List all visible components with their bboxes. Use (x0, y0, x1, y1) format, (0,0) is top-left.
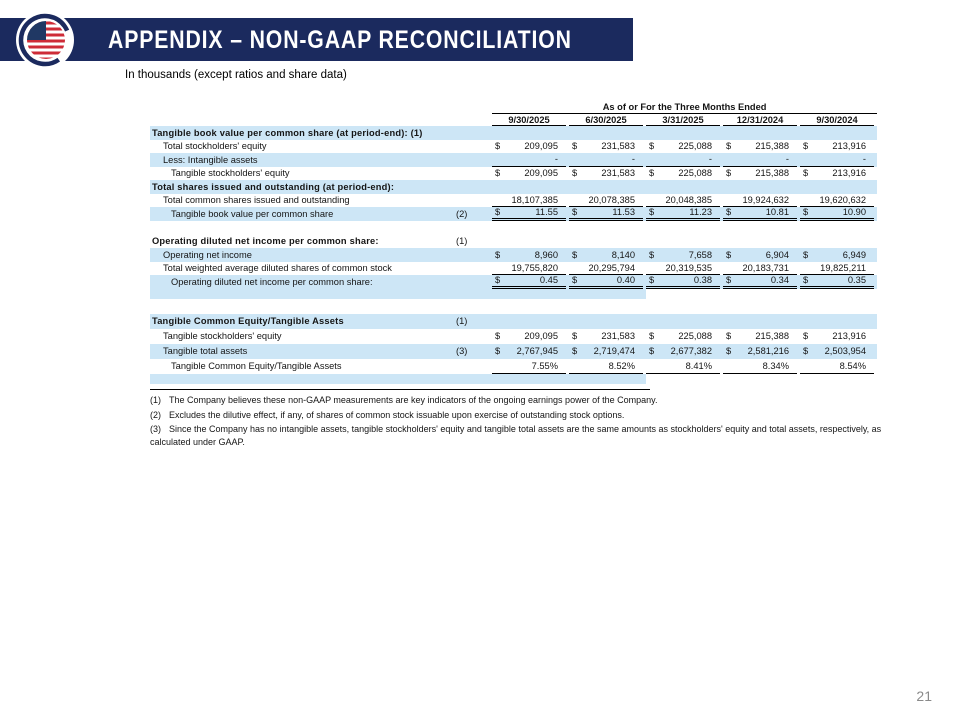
cell-value (660, 374, 720, 384)
cell-value: 231,583 (601, 168, 635, 179)
dollar-sign (646, 153, 660, 167)
cell-value: 0.35 (814, 275, 874, 289)
cell-value: 10.81 (737, 207, 797, 221)
dollar-sign (492, 262, 506, 276)
row-footnote-marker (450, 140, 492, 154)
cell-value: 225,088 (678, 141, 712, 152)
period-group-header: As of or For the Three Months Ended (602, 101, 767, 112)
dollar-sign: $ (723, 207, 737, 221)
column-gap (874, 153, 877, 167)
dollar-sign: $ (649, 168, 655, 179)
dollar-sign (569, 153, 583, 167)
dollar-sign: $ (800, 207, 814, 221)
cell-value: 20,048,385 (660, 194, 720, 208)
dollar-sign: $ (723, 248, 737, 262)
cell-value (660, 289, 720, 299)
dollar-sign (800, 221, 814, 235)
dollar-sign (569, 299, 583, 314)
dollar-sign (492, 126, 506, 140)
row-footnote-marker: (1) (450, 314, 492, 329)
cell-value: 20,183,731 (737, 262, 797, 276)
column-gap (874, 289, 877, 299)
cell-value (506, 314, 566, 329)
row-label: Tangible Common Equity/Tangible Assets (150, 314, 450, 329)
dollar-sign (723, 221, 737, 235)
cell-value: 19,620,632 (814, 194, 874, 208)
table-row (150, 248, 877, 262)
row-label: Total common shares issued and outstanding (163, 195, 350, 206)
cell-value: 0.45 (506, 275, 566, 289)
dollar-sign (723, 299, 737, 314)
table-row (150, 275, 877, 289)
dollar-sign (569, 235, 583, 249)
cell-value (737, 374, 797, 384)
dollar-sign: $ (723, 275, 737, 289)
dollar-sign (800, 235, 814, 249)
row-footnote-marker (450, 299, 492, 314)
cell-value: 20,295,794 (583, 262, 643, 276)
non-gaap-reconciliation-table (150, 100, 877, 384)
empty-cell (150, 100, 450, 113)
dollar-sign (800, 180, 814, 194)
dollar-sign (800, 314, 814, 329)
units-note: In thousands (except ratios and share data) (125, 69, 347, 81)
dollar-sign (723, 194, 737, 208)
dollar-sign: $ (492, 275, 506, 289)
column-gap (874, 262, 877, 276)
dollar-sign: $ (492, 248, 506, 262)
footnote-marker: (2) (150, 409, 161, 420)
column-gap (874, 275, 877, 289)
footnote-divider (150, 389, 650, 390)
row-footnote-marker (450, 194, 492, 208)
cell-value: 19,825,211 (814, 262, 874, 276)
cell-value: - (737, 153, 797, 167)
dollar-sign (492, 221, 506, 235)
dollar-sign (723, 180, 737, 194)
footnote-marker: (1) (150, 395, 161, 405)
cell-value: 215,388 (755, 331, 789, 341)
column-gap (874, 221, 877, 235)
dollar-sign: $ (726, 141, 732, 152)
row-footnote-marker (450, 221, 492, 235)
dollar-sign (569, 289, 583, 299)
column-gap (874, 248, 877, 262)
dollar-sign (569, 221, 583, 235)
cell-value: 2,581,216 (737, 344, 797, 359)
dollar-sign: $ (800, 248, 814, 262)
dollar-sign: $ (495, 331, 501, 341)
row-label: Tangible Common Equity/Tangible Assets (171, 361, 342, 371)
dollar-sign (646, 262, 660, 276)
dollar-sign (646, 235, 660, 249)
american-flag-globe-icon (15, 10, 75, 70)
cell-value (660, 299, 720, 314)
cell-value (660, 314, 720, 329)
dollar-sign (492, 194, 506, 208)
table-row (150, 126, 877, 140)
row-footnote-marker (450, 262, 492, 276)
row-label: Total weighted average diluted shares of common stock (163, 263, 392, 274)
cell-value (583, 299, 643, 314)
dollar-sign (800, 194, 814, 208)
column-gap (874, 329, 877, 344)
dollar-sign: $ (800, 275, 814, 289)
cell-value (737, 180, 797, 194)
footnotes (150, 394, 887, 450)
empty-cell (150, 113, 450, 126)
cell-value: 8.52% (583, 359, 643, 374)
table-row (150, 180, 877, 194)
row-footnote-marker (450, 275, 492, 289)
cell-value: 10.90 (814, 207, 874, 221)
dollar-sign: $ (649, 141, 655, 152)
row-label: Operating diluted net income per common share: (152, 236, 379, 247)
cell-value (506, 289, 566, 299)
cell-value (583, 314, 643, 329)
row-label: Total shares issued and outstanding (at period-end): (150, 180, 450, 194)
cell-value (660, 180, 720, 194)
cell-value: 11.53 (583, 207, 643, 221)
row-label (150, 221, 450, 235)
dollar-sign: $ (572, 141, 578, 152)
cell-value (506, 126, 566, 140)
cell-value (737, 289, 797, 299)
table-row (150, 153, 877, 167)
reconciliation-table-wrap (150, 100, 877, 384)
dollar-sign (800, 359, 814, 374)
cell-value: 20,319,535 (660, 262, 720, 276)
cell-value (506, 180, 566, 194)
dollar-sign: $ (492, 207, 506, 221)
row-footnote-marker (450, 329, 492, 344)
column-header-date: 9/30/2024 (800, 113, 874, 126)
row-footnote-marker: (2) (450, 207, 492, 221)
dollar-sign (723, 235, 737, 249)
column-header-date: 3/31/2025 (646, 113, 720, 126)
row-label (150, 289, 450, 299)
dollar-sign (492, 299, 506, 314)
table-row (150, 329, 877, 344)
cell-value (583, 235, 643, 249)
table-row (150, 299, 877, 314)
row-footnote-marker: (1) (456, 236, 468, 247)
row-label: Total stockholders' equity (163, 141, 267, 152)
cell-value: - (583, 153, 643, 167)
cell-value (506, 221, 566, 235)
table-row (150, 194, 877, 208)
cell-value (814, 235, 874, 249)
cell-value: 6,904 (737, 248, 797, 262)
dollar-sign (800, 262, 814, 276)
cell-value: 18,107,385 (506, 194, 566, 208)
table-row (150, 359, 877, 374)
column-gap (874, 235, 877, 249)
dollar-sign: $ (569, 248, 583, 262)
column-gap (874, 314, 877, 329)
cell-value (583, 180, 643, 194)
column-gap (874, 344, 877, 359)
dollar-sign (723, 262, 737, 276)
cell-value (583, 126, 643, 140)
table-row (150, 235, 877, 249)
period-title-row (150, 100, 877, 113)
dollar-sign (646, 180, 660, 194)
column-header-date: 6/30/2025 (569, 113, 643, 126)
dollar-sign (569, 262, 583, 276)
dollar-sign (646, 221, 660, 235)
row-footnote-marker (450, 153, 492, 167)
column-gap (874, 359, 877, 374)
dollar-sign (646, 359, 660, 374)
cell-value: 0.40 (583, 275, 643, 289)
dollar-sign: $ (572, 331, 578, 341)
dollar-sign (723, 359, 737, 374)
dollar-sign (646, 299, 660, 314)
dollar-sign (646, 289, 660, 299)
cell-value: 215,388 (755, 168, 789, 179)
dollar-sign (800, 299, 814, 314)
column-gap (874, 180, 877, 194)
cell-value: - (660, 153, 720, 167)
cell-value: 209,095 (524, 141, 558, 152)
dollar-sign: $ (646, 207, 660, 221)
dollar-sign (723, 314, 737, 329)
cell-value: 6,949 (814, 248, 874, 262)
table-body (150, 126, 877, 384)
cell-value (814, 374, 874, 384)
cell-value: 225,088 (678, 331, 712, 341)
dollar-sign: $ (726, 168, 732, 179)
cell-value (506, 374, 566, 384)
table-row (150, 344, 877, 359)
cell-value: 8,960 (506, 248, 566, 262)
cell-value (583, 374, 643, 384)
dollar-sign (569, 180, 583, 194)
table-row (150, 314, 877, 329)
dollar-sign (492, 374, 506, 384)
cell-value (583, 289, 643, 299)
cell-value (583, 221, 643, 235)
row-footnote-marker (450, 374, 492, 384)
row-label: Tangible book value per common share (at period-end): (1) (150, 126, 450, 140)
dollar-sign (646, 194, 660, 208)
cell-value: 2,767,945 (506, 344, 566, 359)
table-row (150, 289, 877, 299)
cell-value: 8.34% (737, 359, 797, 374)
column-gap (874, 194, 877, 208)
dollar-sign: $ (569, 207, 583, 221)
column-gap (874, 299, 877, 314)
dollar-sign: $ (646, 344, 660, 359)
dollar-sign (800, 289, 814, 299)
dollar-sign: $ (492, 344, 506, 359)
cell-value: 20,078,385 (583, 194, 643, 208)
cell-value: 11.55 (506, 207, 566, 221)
cell-value: 231,583 (601, 331, 635, 341)
dollar-sign (800, 126, 814, 140)
cell-value: 215,388 (755, 141, 789, 152)
cell-value: 0.38 (660, 275, 720, 289)
row-label (150, 299, 450, 314)
dollar-sign (492, 289, 506, 299)
cell-value: 213,916 (832, 141, 866, 152)
table-row (150, 262, 877, 276)
cell-value (737, 299, 797, 314)
footnote-text: The Company believes these non-GAAP measurements are key indicators of the ongoing earnings power of the Company. (169, 395, 658, 405)
dollar-sign (646, 314, 660, 329)
table-row (150, 207, 877, 221)
cell-value: 11.23 (660, 207, 720, 221)
row-label: Less: Intangible assets (150, 153, 450, 167)
row-label: Operating diluted net income per common share: (150, 275, 450, 289)
column-gap (874, 207, 877, 221)
cell-value (737, 235, 797, 249)
dollar-sign (492, 359, 506, 374)
column-gap (874, 126, 877, 140)
cell-value: 2,719,474 (583, 344, 643, 359)
dollar-sign (646, 374, 660, 384)
cell-value: 209,095 (524, 168, 558, 179)
cell-value: 231,583 (601, 141, 635, 152)
row-footnote-marker (450, 180, 492, 194)
dollar-sign (569, 359, 583, 374)
row-footnote-marker (450, 248, 492, 262)
footnote (150, 394, 887, 407)
dollar-sign: $ (495, 141, 501, 152)
cell-value: 209,095 (524, 331, 558, 341)
dollar-sign: $ (800, 344, 814, 359)
row-label: Tangible stockholders' equity (163, 331, 282, 341)
table-row (150, 167, 877, 181)
column-gap (874, 167, 877, 181)
footnote-text: Excludes the dilutive effect, if any, of shares of common stock issuable upon exercise of outstanding stock options. (169, 409, 625, 420)
dollar-sign: $ (569, 275, 583, 289)
dollar-sign (646, 126, 660, 140)
dollar-sign: $ (803, 168, 809, 179)
cell-value (660, 126, 720, 140)
footnote-text: Since the Company has no intangible assets, tangible stockholders' equity and tangible total assets are the same amounts as stockholders' equity and total assets, respectively, as calculated under GAAP. (150, 424, 882, 447)
dollar-sign (492, 153, 506, 167)
cell-value: 19,924,632 (737, 194, 797, 208)
cell-value: 7,658 (660, 248, 720, 262)
row-footnote-marker (450, 289, 492, 299)
cell-value: 8.41% (660, 359, 720, 374)
column-gap (874, 113, 877, 126)
column-header-date: 12/31/2024 (723, 113, 797, 126)
footnote (150, 409, 887, 422)
cell-value: 7.55% (506, 359, 566, 374)
column-gap (874, 374, 877, 384)
row-label (150, 374, 450, 384)
cell-value (814, 126, 874, 140)
table-row (150, 221, 877, 235)
cell-value (814, 221, 874, 235)
dollar-sign: $ (803, 141, 809, 152)
dollar-sign: $ (495, 168, 501, 179)
dollar-sign (723, 374, 737, 384)
dollar-sign (492, 180, 506, 194)
footnote-marker: (3) (150, 424, 161, 434)
dollar-sign (723, 289, 737, 299)
dollar-sign: $ (649, 331, 655, 341)
row-footnote-marker (450, 167, 492, 181)
cell-value (814, 180, 874, 194)
cell-value: 19,755,820 (506, 262, 566, 276)
dollar-sign (569, 314, 583, 329)
column-gap (874, 140, 877, 154)
cell-value (737, 314, 797, 329)
period-dates-row (150, 113, 877, 126)
table-row (150, 374, 877, 384)
dollar-sign: $ (726, 331, 732, 341)
row-footnote-marker (450, 126, 492, 140)
footnote (150, 423, 887, 448)
row-label: Tangible book value per common share (150, 207, 450, 221)
cell-value: 2,677,382 (660, 344, 720, 359)
cell-value: 225,088 (678, 168, 712, 179)
dollar-sign (569, 374, 583, 384)
row-label: Tangible total assets (150, 344, 450, 359)
cell-value (660, 235, 720, 249)
cell-value: 213,916 (832, 168, 866, 179)
cell-value (506, 299, 566, 314)
dollar-sign: $ (646, 275, 660, 289)
cell-value: 2,503,954 (814, 344, 874, 359)
cell-value (814, 314, 874, 329)
cell-value: 8.54% (814, 359, 874, 374)
cell-value: 8,140 (583, 248, 643, 262)
cell-value (506, 235, 566, 249)
dollar-sign: $ (646, 248, 660, 262)
row-footnote-marker (450, 359, 492, 374)
row-label: Tangible stockholders' equity (171, 168, 290, 179)
empty-cell (450, 113, 492, 126)
dollar-sign (800, 153, 814, 167)
dollar-sign (492, 235, 506, 249)
dollar-sign (800, 374, 814, 384)
dollar-sign: $ (723, 344, 737, 359)
table-row (150, 140, 877, 154)
empty-cell (450, 100, 492, 113)
cell-value: 0.34 (737, 275, 797, 289)
cell-value (660, 221, 720, 235)
page-number: 21 (916, 688, 932, 704)
dollar-sign: $ (572, 168, 578, 179)
dollar-sign (569, 194, 583, 208)
cell-value (814, 299, 874, 314)
dollar-sign (723, 153, 737, 167)
dollar-sign (569, 126, 583, 140)
column-header-date: 9/30/2025 (492, 113, 566, 126)
cell-value (737, 221, 797, 235)
dollar-sign (723, 126, 737, 140)
row-footnote-marker: (3) (450, 344, 492, 359)
cell-value: - (506, 153, 566, 167)
dollar-sign: $ (803, 331, 809, 341)
page-title: APPENDIX – NON-GAAP RECONCILIATION (108, 26, 572, 54)
cell-value: 213,916 (832, 331, 866, 341)
dollar-sign: $ (569, 344, 583, 359)
cell-value (814, 289, 874, 299)
company-logo (15, 10, 75, 70)
cell-value: - (814, 153, 874, 167)
dollar-sign (492, 314, 506, 329)
row-label: Operating net income (150, 248, 450, 262)
cell-value (737, 126, 797, 140)
